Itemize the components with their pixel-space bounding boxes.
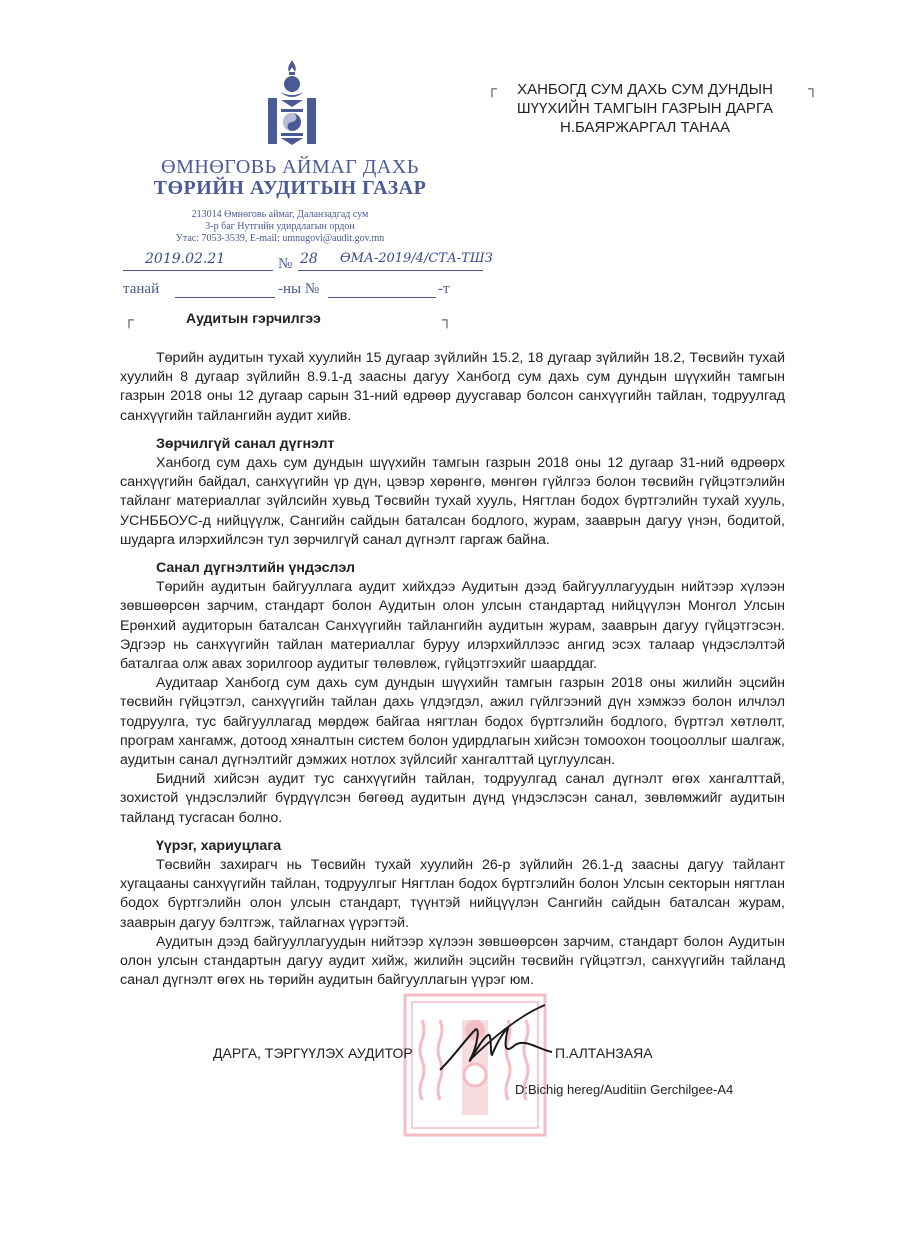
handwritten-signature [430, 1000, 560, 1085]
your-number-label: -ны № [278, 281, 320, 297]
signatory-role: ДАРГА, ТЭРГҮҮЛЭХ АУДИТОР [213, 1045, 413, 1061]
address-line1: 213014 Өмнөговь аймаг, Даланзадгад сум [191, 209, 369, 220]
org-name-line1: ӨМНӨГОВЬ АЙМАГ ДАХЬ [161, 156, 419, 178]
section-heading-unqualified-opinion: Зөрчилгүй санал дүгнэлт [156, 435, 335, 452]
section-heading-responsibilities: Үүрэг, хариуцлага [156, 837, 282, 854]
soyombo-emblem-icon [262, 58, 322, 150]
your-date-underline [175, 297, 275, 298]
your-end-label: -т [438, 281, 450, 297]
section-paragraph: Төрийн аудитын байгууллага аудит хийхдээ Аудитын дээд байгууллагуудын нийтээр хүлээн зөвшөөрсөн зарчим, стандарт болон Аудитын олон улсын стандартад нийцүүлэн Монгол Улсын Ерөнхий аудиторын баталсан Санхүүгийн тайлангийн аудитын журам, зааврын дагуу гүйцэтгэсэн. Эдгээр нь санхүүгийн тайлан материаллаг буруу илэрхийллээс ангид эсэх талаар үндэслэлтэй баталгаа олж авах зорилгоор аудитыг төлөвлөж, гүйцэтгэхийг шаарддаг. [120, 579, 785, 673]
your-number-underline [328, 297, 436, 298]
section-paragraph: Төсвийн захирагч нь Төсвийн тухай хуулийн 26-р зүйлийн 26.1-д заасны дагуу тайлант хугацааны санхүүгийн тайлан, тодруулгыг Нягтлан бодох бүртгэлийн болон Улсын секторын нягтлан бодох бүртгэлийн олон улсын стандарт, түүнтэй нийцүүлэн Сангийн сайдын баталсан журам, зааврын дагуу бэлтгэж, тайлагнах үүрэгтэй. [120, 857, 785, 931]
your-label: танай [123, 281, 160, 297]
subject-corner-right: ┐ [442, 311, 452, 327]
recipient-line3: Н.БАЯРЖАРГАЛ ТАНАА [559, 119, 731, 136]
date-underline [123, 270, 273, 271]
recipient-line1: ХАНБОГД СУМ ДАХЬ СУМ ДУНДЫН [517, 81, 773, 98]
document-title: Аудитын гэрчилгээ [186, 310, 321, 326]
recipient-line2: ШҮҮХИЙН ТАМГЫН ГАЗРЫН ДАРГА [516, 100, 774, 117]
subject-corner-left: ┌ [124, 311, 134, 327]
recipient-corner-right: ┐ [808, 80, 818, 96]
document-body [120, 349, 785, 991]
letter-code: ӨМА-2019/4/СТА-ТШЗ [340, 251, 493, 266]
org-name-line2: ТӨРИЙН АУДИТЫН ГАЗАР [153, 177, 427, 199]
letter-number: 28 [300, 251, 318, 267]
signatory-name: П.АЛТАНЗАЯА [555, 1045, 653, 1061]
address-line2: 3-р баг Нутгийн удирдлагын ордон [205, 221, 355, 232]
file-path-footer: D:Bichig hereg/Auditiin Gerchilgee-A4 [515, 1082, 734, 1097]
section-paragraph: Бидний хийсэн аудит тус санхүүгийн тайлан, тодруулгад санал дүгнэлт өгөх хангалттай, зохистой үндэслэлийг бүрдүүлсэн бөгөөд аудитын дүнд үндэслэсэн санал, зөвлөмжийг аудитын тайланд тусгасан болно. [120, 771, 785, 826]
section-paragraph: Ханбогд сум дахь сум дундын шүүхийн тамгын газрын 2018 оны 12 дугаар 31-ний өдрөөрх санхүүгийн байдал, санхүүгийн үр дүн, цэвэр хөрөнгө, мөнгөн гүйлгээ болон төсвийн гүйцэтгэлийн тайланг материаллаг зүйлсийн хувьд Төсвийн тухай хууль, Нягтлан бодох бүртгэлийн тухай хууль, УСНББОУС-д нийцүүлж, Сангийн сайдын баталсан бодлого, журам, зааврын дагуу үнэн, бодитой, шударга илэрхийлсэн тул зөрчилгүй санал дүгнэлт гаргаж байна. [120, 455, 785, 548]
contact-line: Утас: 7053-3539, E-mail: umnugovi@audit.gov.mn [175, 233, 385, 244]
number-underline [298, 270, 483, 271]
section-paragraph: Аудитын дээд байгууллагуудын нийтээр хүлээн зөвшөөрсөн зарчим, стандарт болон Аудитын олон улсын стандартын дагуу аудит хийж, жилийн эцсийн төсвийн гүйцэтгэл, санхүүгийн тайланд санал дүгнэлт өгөх нь төрийн аудитын байгууллагын үүрэг юм. [120, 933, 785, 989]
recipient-corner-left: ┌ [487, 80, 497, 96]
intro-paragraph: Төрийн аудитын тухай хуулийн 15 дугаар зүйлийн 15.2, 18 дугаар зүйлийн 18.2, Төсвийн тухай хуулийн 8 дугаар зүйлийн 8.9.1-д заасны дагуу Ханбогд сум дахь сум дундын шүүхийн тамгын газрын 2018 оны 12 дугаар сарын 31-ний өдрөөр дуусгавар болсон санхүүгийн тайлан, тодруулгад санхүүгийн тайлангийн аудит хийв. [120, 350, 785, 424]
letter-date: 2019.02.21 [145, 251, 226, 267]
section-paragraph: Аудитаар Ханбогд сум дахь сум дундын шүүхийн тамгын газрын 2018 оны жилийн эцсийн төсвийн гүйцэтгэл, санхүүгийн тайлан дахь үлдэгдэл, ажил гүйлгээний дүн хэмжээ болон илчлэл тодруулга, тус байгууллагад мөрдөж байгаа нягтлан бодох бүртгэлийн бодлого, бүртгэл хөтлөлт, програм хангамж, дотоод хяналтын систем болон удирдлагын хийсэн томоохон тооцооллыг шалгаж, аудитын санал дүгнэлтийг дэмжих нотлох зүйлсийг хангалттай цуглуулсан. [120, 675, 785, 769]
number-label: № [278, 256, 293, 272]
section-heading-basis-for-opinion: Санал дүгнэлтийн үндэслэл [156, 560, 356, 577]
